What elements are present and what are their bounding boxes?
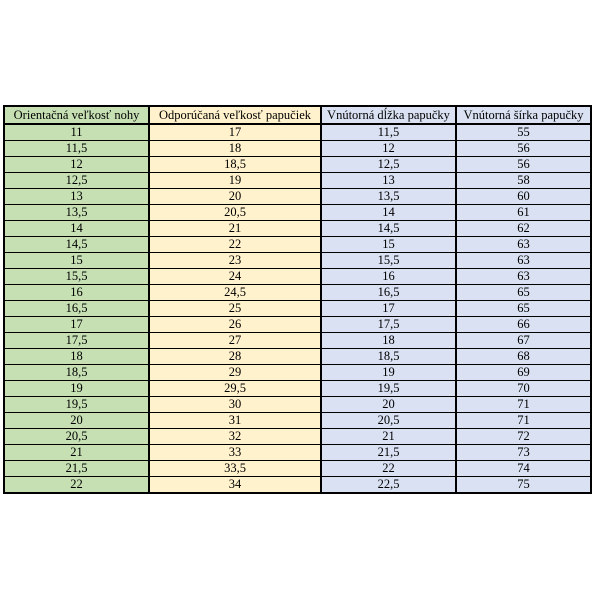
inner-width-cell: 63: [456, 237, 591, 253]
inner-length-cell: 17,5: [321, 317, 456, 333]
table-row: [4, 365, 591, 381]
foot-size-cell: 15,5: [4, 269, 149, 285]
foot-size-cell: 20,5: [4, 429, 149, 445]
inner-width-cell: 55: [456, 124, 591, 141]
slipper-size-cell: 24: [149, 269, 321, 285]
inner-length-cell: 15: [321, 237, 456, 253]
table-row: [4, 205, 591, 221]
inner-width-cell: 65: [456, 285, 591, 301]
slipper-size-cell: 20,5: [149, 205, 321, 221]
inner-length-cell: 19: [321, 365, 456, 381]
inner-width-cell: 74: [456, 461, 591, 477]
slipper-size-cell: 26: [149, 317, 321, 333]
slipper-size-cell: 28: [149, 349, 321, 365]
table-row: [4, 189, 591, 205]
slipper-size-cell: 32: [149, 429, 321, 445]
inner-length-cell: 14,5: [321, 221, 456, 237]
slipper-size-cell: 18: [149, 141, 321, 157]
slipper-size-cell: 31: [149, 413, 321, 429]
slipper-size-cell: 18,5: [149, 157, 321, 173]
header-recommended-slipper-size: Odporúčaná veľkosť papučiek: [149, 106, 321, 124]
table-row: [4, 141, 591, 157]
table-row: [4, 237, 591, 253]
slipper-size-cell: 27: [149, 333, 321, 349]
size-chart-table: [3, 105, 592, 494]
foot-size-cell: 15: [4, 253, 149, 269]
table-row: [4, 461, 591, 477]
slipper-size-cell: 17: [149, 124, 321, 141]
foot-size-cell: 12: [4, 157, 149, 173]
slipper-size-cell: 30: [149, 397, 321, 413]
inner-width-cell: 66: [456, 317, 591, 333]
foot-size-cell: 13: [4, 189, 149, 205]
inner-width-cell: 61: [456, 205, 591, 221]
foot-size-cell: 19,5: [4, 397, 149, 413]
slipper-size-cell: 34: [149, 477, 321, 494]
inner-width-cell: 72: [456, 429, 591, 445]
inner-length-cell: 20,5: [321, 413, 456, 429]
foot-size-cell: 22: [4, 477, 149, 494]
inner-length-cell: 21: [321, 429, 456, 445]
inner-width-cell: 62: [456, 221, 591, 237]
inner-width-cell: 56: [456, 141, 591, 157]
foot-size-cell: 21: [4, 445, 149, 461]
inner-width-cell: 68: [456, 349, 591, 365]
table-row: [4, 269, 591, 285]
table-row: [4, 429, 591, 445]
inner-length-cell: 16,5: [321, 285, 456, 301]
foot-size-cell: 12,5: [4, 173, 149, 189]
inner-length-cell: 16: [321, 269, 456, 285]
foot-size-cell: 11,5: [4, 141, 149, 157]
foot-size-cell: 17: [4, 317, 149, 333]
inner-length-cell: 22,5: [321, 477, 456, 494]
inner-length-cell: 20: [321, 397, 456, 413]
foot-size-cell: 19: [4, 381, 149, 397]
slipper-size-cell: 29: [149, 365, 321, 381]
table-row: [4, 301, 591, 317]
inner-length-cell: 19,5: [321, 381, 456, 397]
table-row: [4, 381, 591, 397]
slipper-size-cell: 33: [149, 445, 321, 461]
table-row: [4, 349, 591, 365]
inner-length-cell: 14: [321, 205, 456, 221]
slipper-size-cell: 33,5: [149, 461, 321, 477]
inner-width-cell: 67: [456, 333, 591, 349]
table-row: [4, 157, 591, 173]
slipper-size-cell: 25: [149, 301, 321, 317]
foot-size-cell: 17,5: [4, 333, 149, 349]
foot-size-cell: 20: [4, 413, 149, 429]
inner-length-cell: 12,5: [321, 157, 456, 173]
inner-width-cell: 63: [456, 269, 591, 285]
foot-size-cell: 18,5: [4, 365, 149, 381]
foot-size-cell: 13,5: [4, 205, 149, 221]
foot-size-cell: 16,5: [4, 301, 149, 317]
foot-size-cell: 14: [4, 221, 149, 237]
table-row: [4, 445, 591, 461]
inner-width-cell: 75: [456, 477, 591, 494]
slipper-size-cell: 19: [149, 173, 321, 189]
table-row: [4, 413, 591, 429]
foot-size-cell: 21,5: [4, 461, 149, 477]
header-foot-size: Orientačná veľkosť nohy: [4, 106, 149, 124]
inner-width-cell: 65: [456, 301, 591, 317]
table-row: [4, 221, 591, 237]
table-row: [4, 477, 591, 494]
inner-length-cell: 17: [321, 301, 456, 317]
table-row: [4, 253, 591, 269]
table-row: [4, 285, 591, 301]
slipper-size-cell: 23: [149, 253, 321, 269]
slipper-size-cell: 24,5: [149, 285, 321, 301]
inner-width-cell: 58: [456, 173, 591, 189]
inner-length-cell: 13,5: [321, 189, 456, 205]
inner-width-cell: 70: [456, 381, 591, 397]
inner-length-cell: 21,5: [321, 445, 456, 461]
inner-length-cell: 11,5: [321, 124, 456, 141]
foot-size-cell: 18: [4, 349, 149, 365]
inner-width-cell: 71: [456, 413, 591, 429]
inner-width-cell: 69: [456, 365, 591, 381]
inner-width-cell: 60: [456, 189, 591, 205]
inner-length-cell: 18: [321, 333, 456, 349]
inner-width-cell: 71: [456, 397, 591, 413]
inner-length-cell: 13: [321, 173, 456, 189]
inner-length-cell: 18,5: [321, 349, 456, 365]
foot-size-cell: 11: [4, 124, 149, 141]
inner-length-cell: 22: [321, 461, 456, 477]
inner-width-cell: 63: [456, 253, 591, 269]
table-row: [4, 317, 591, 333]
table-row: [4, 173, 591, 189]
table-row: [4, 397, 591, 413]
slipper-size-cell: 22: [149, 237, 321, 253]
slipper-size-cell: 21: [149, 221, 321, 237]
slipper-size-cell: 29,5: [149, 381, 321, 397]
header-row: [4, 106, 591, 124]
header-inner-width: Vnútorná šírka papučky: [456, 106, 591, 124]
table-row: [4, 333, 591, 349]
inner-width-cell: 73: [456, 445, 591, 461]
inner-length-cell: 12: [321, 141, 456, 157]
table-row: [4, 124, 591, 141]
foot-size-cell: 16: [4, 285, 149, 301]
inner-length-cell: 15,5: [321, 253, 456, 269]
table-body: [4, 124, 591, 493]
header-inner-length: Vnútorná dĺžka papučky: [321, 106, 456, 124]
inner-width-cell: 56: [456, 157, 591, 173]
slipper-size-cell: 20: [149, 189, 321, 205]
foot-size-cell: 14,5: [4, 237, 149, 253]
